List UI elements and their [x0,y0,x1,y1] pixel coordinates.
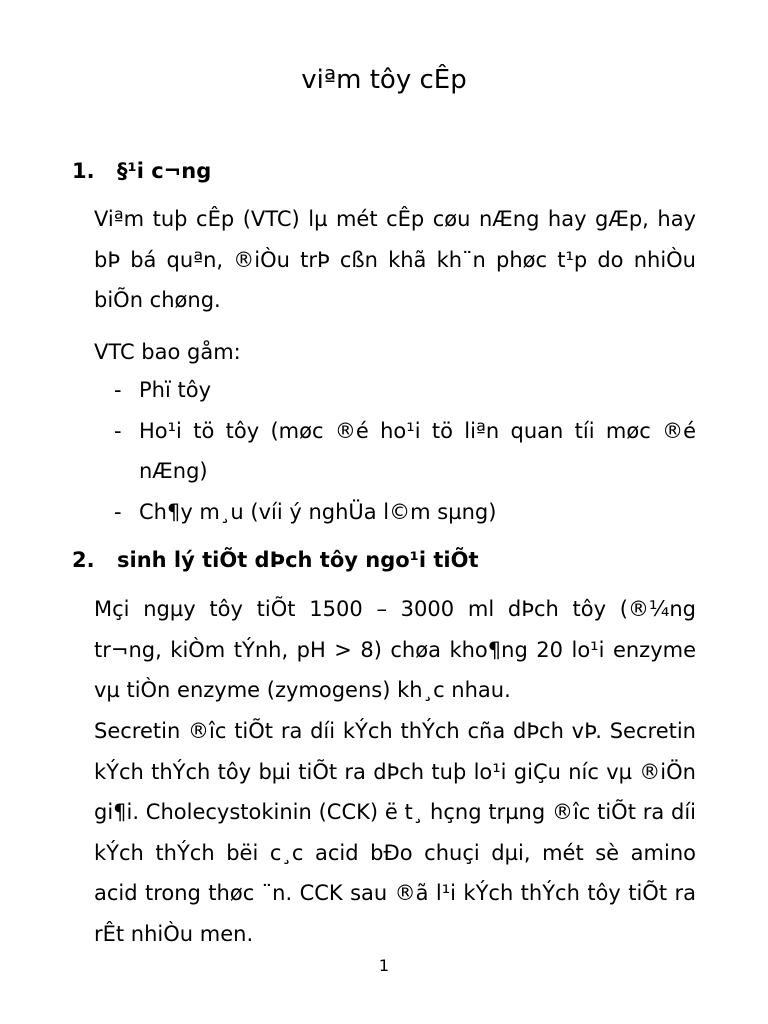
section-1-number: 1. [72,159,95,183]
document-title: viªm tôy cÊp [301,65,467,95]
list-item [114,370,696,411]
page-number: 1 [378,956,390,975]
list-item-text: Phï tôy [139,378,211,402]
list-item [114,492,696,533]
section-2-paragraph-1: Mçi ngµy tôy tiÕt 1500 – 3000 ml dÞch tôy (®¼ng tr¬ng, kiÒm tÝnh, pH > 8) chøa kho¶ng 20 lo¹i enzyme vµ tiÒn enzyme (zymogens) kh¸c nhau. [94,597,696,702]
list-dash: - [114,378,122,402]
section-1-title: §¹i c¬ng [117,159,212,183]
list-dash: - [114,499,122,524]
list-item-text: Ho¹i tö tôy (møc ®é ho¹i tö liªn quan tíi møc ®é nÆng) [139,418,696,483]
section-1-heading [72,156,211,186]
section-2-number: 2. [72,548,95,572]
list-item [114,411,696,492]
section-2-title: sinh lý tiÕt dÞch tôy ngo¹i tiÕt [117,548,479,572]
section-1-paragraph-2: VTC bao gåm: [94,340,241,364]
list-item-text: Ch¶y m¸u (víi ý nghÜa l©m sµng) [139,499,497,524]
section-2-paragraph-2: Secretin ®îc tiÕt ra díi kÝch thÝch cña dÞch vÞ. Secretin kÝch thÝch tôy bµi tiÕt ra dÞch tuþ lo¹i giÇu níc vµ ®iÖn gi¶i. Cholecystokinin (CCK) ë t¸ hçng trµng ®îc tiÕt ra díi kÝch thÝch bëi c¸c acid bÐo chuçi dµi, mét sè amino acid trong thøc ¨n. CCK sau ®ã l¹i kÝch thÝch tôy tiÕt ra rÊt nhiÒu men. [94,719,696,946]
vtc-types-list [114,370,696,532]
list-dash: - [114,418,122,443]
section-2-heading [72,545,479,575]
section-1-paragraph-1: Viªm tuþ cÊp (VTC) lµ mét cÊp cøu nÆng hay gÆp, hay bÞ bá quªn, ®iÒu trÞ cßn khã kh¨n phøc t¹p do nhiÒu biÕn chøng. [94,207,696,312]
